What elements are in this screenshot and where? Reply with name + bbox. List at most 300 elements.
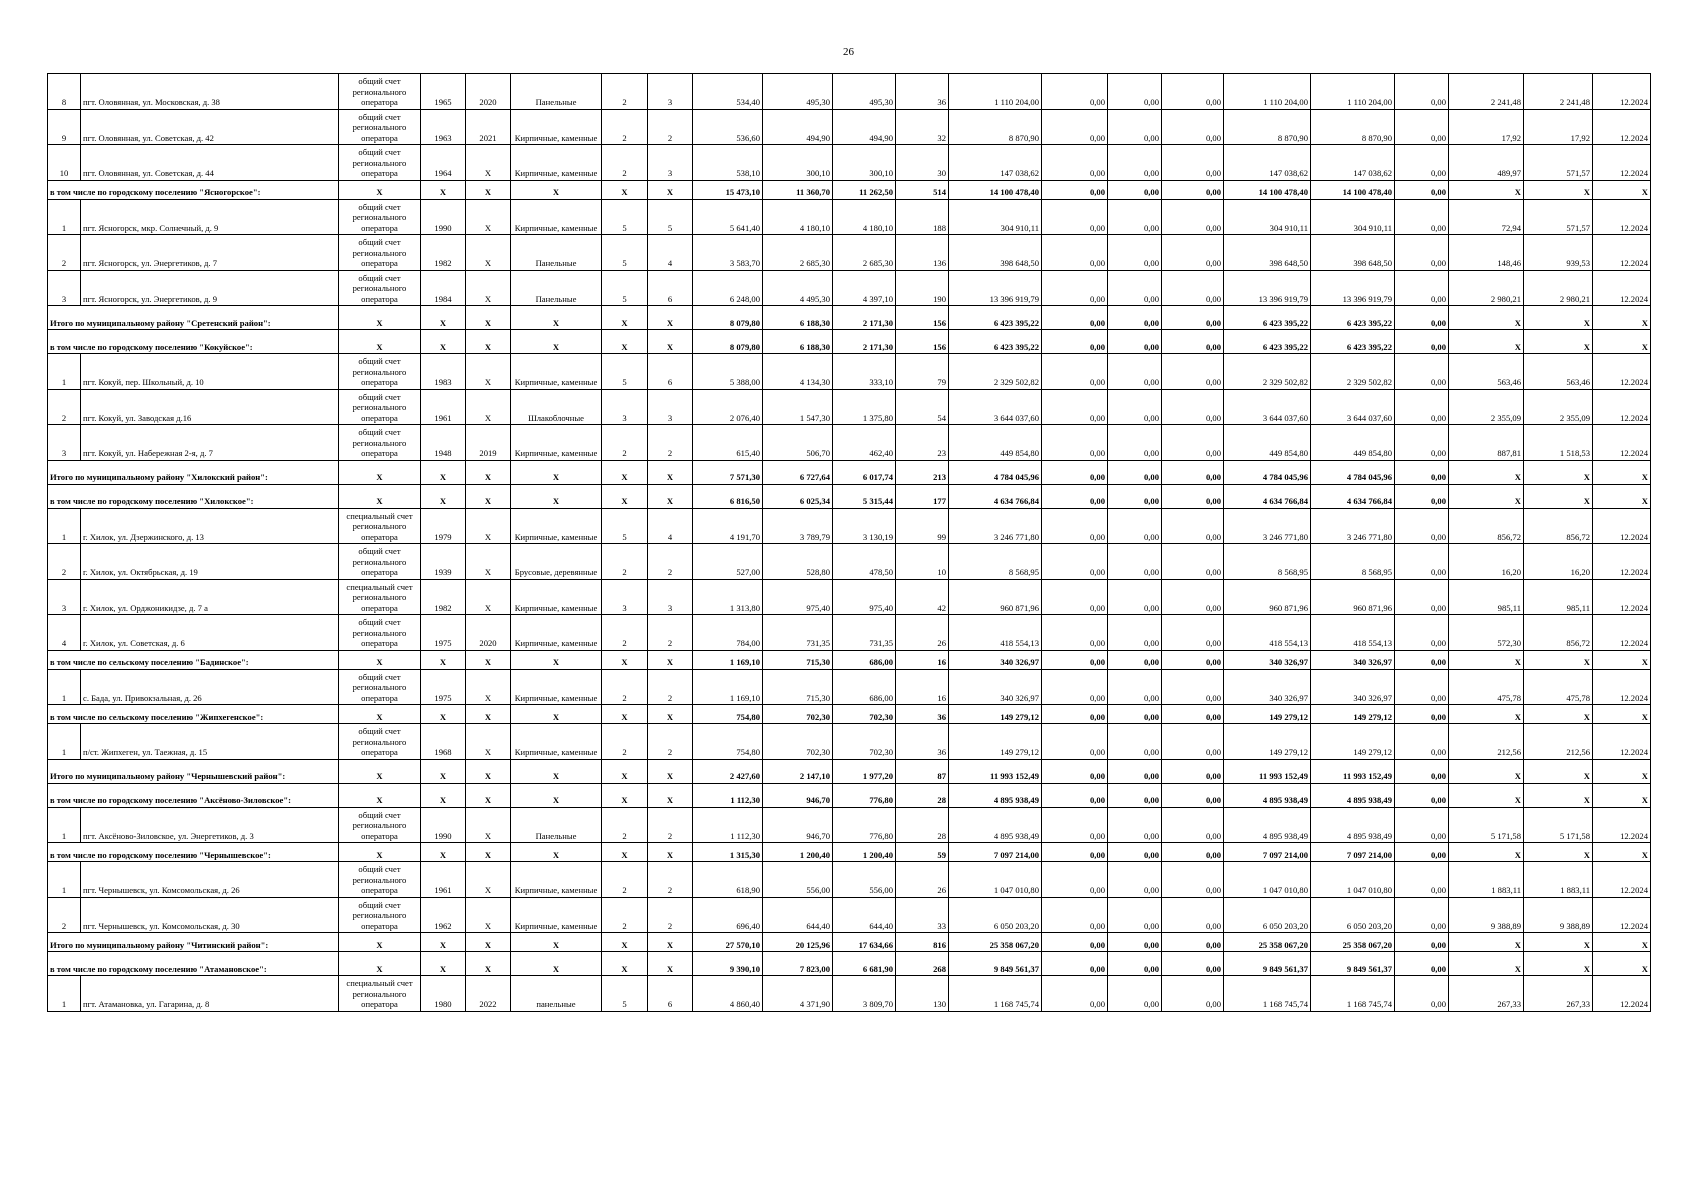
fund-local-cell: 0,00 <box>1162 669 1224 705</box>
floors-cell: 5 <box>602 235 648 271</box>
total-area-cell: 1 313,80 <box>693 579 763 615</box>
year-built-cell: 1980 <box>421 976 466 1012</box>
total-premises-area-cell: 975,40 <box>763 579 833 615</box>
year-last-repair-cell: X <box>466 270 511 306</box>
other-cost-cell: 0,00 <box>1395 544 1449 580</box>
account-type-cell: общий счет регионального оператора <box>339 199 421 235</box>
residents-count-cell: 28 <box>896 807 949 843</box>
row-number-cell: 2 <box>48 544 81 580</box>
total-area-cell: 5 388,00 <box>693 354 763 390</box>
fund-regional-cell: 0,00 <box>1108 74 1162 110</box>
cost-total-check-cell: 4 895 938,49 <box>1311 783 1395 807</box>
address-cell: пгт. Атамановка, ул. Гагарина, д. 8 <box>81 976 339 1012</box>
wall-material-cell: Кирпичные, каменные <box>511 425 602 461</box>
completion-date-cell: X <box>1593 306 1651 330</box>
total-cost-cell: 147 038,62 <box>949 145 1042 181</box>
fund-local-cell: 0,00 <box>1162 783 1224 807</box>
completion-date-cell: 12.2024 <box>1593 74 1651 110</box>
residents-count-cell: 36 <box>896 705 949 724</box>
wall-material-cell: X <box>511 650 602 669</box>
total-premises-area-cell: 946,70 <box>763 783 833 807</box>
fund-federal-cell: 0,00 <box>1042 270 1108 306</box>
year-built-cell: 1990 <box>421 199 466 235</box>
completion-date-cell: 12.2024 <box>1593 544 1651 580</box>
total-premises-area-cell: 702,30 <box>763 724 833 760</box>
fund-regional-cell: 0,00 <box>1108 199 1162 235</box>
account-type-cell: общий счет регионального оператора <box>339 389 421 425</box>
entrances-cell: 2 <box>648 425 693 461</box>
total-cost-cell: 9 849 561,37 <box>949 952 1042 976</box>
account-type-cell: общий счет регионального оператора <box>339 235 421 271</box>
fund-regional-cell: 0,00 <box>1108 976 1162 1012</box>
fund-federal-cell: 0,00 <box>1042 180 1108 199</box>
total-cost-cell: 149 279,12 <box>949 705 1042 724</box>
total-cost-cell: 418 554,13 <box>949 615 1042 651</box>
specific-cost-cell: 5 171,58 <box>1449 807 1524 843</box>
completion-date-cell: X <box>1593 705 1651 724</box>
subtotal-label: в том числе по сельскому поселению "Жипхегенское": <box>48 705 339 724</box>
total-premises-area-cell: 528,80 <box>763 544 833 580</box>
specific-cost-cell: 148,46 <box>1449 235 1524 271</box>
total-cost-cell: 11 993 152,49 <box>949 759 1042 783</box>
fund-local-cell: 0,00 <box>1162 235 1224 271</box>
house-row <box>48 976 1651 1012</box>
residents-count-cell: 42 <box>896 579 949 615</box>
residents-count-cell: 16 <box>896 650 949 669</box>
entrances-cell: 2 <box>648 615 693 651</box>
other-cost-cell: 0,00 <box>1395 74 1449 110</box>
house-row <box>48 544 1651 580</box>
fund-local-cell: 0,00 <box>1162 724 1224 760</box>
year-built-cell: 1975 <box>421 669 466 705</box>
row-number-cell: 1 <box>48 199 81 235</box>
other-cost-cell: 0,00 <box>1395 389 1449 425</box>
year-built-cell: 1961 <box>421 389 466 425</box>
fund-federal-cell: 0,00 <box>1042 976 1108 1012</box>
residential-area-cell: 776,80 <box>833 807 896 843</box>
specific-cost-cell: 72,94 <box>1449 199 1524 235</box>
fund-federal-cell: 0,00 <box>1042 425 1108 461</box>
year-built-cell: X <box>421 460 466 484</box>
house-row <box>48 270 1651 306</box>
fund-federal-cell: 0,00 <box>1042 669 1108 705</box>
house-row <box>48 807 1651 843</box>
specific-cost-cell: 9 388,89 <box>1449 897 1524 933</box>
total-premises-area-cell: 494,90 <box>763 109 833 145</box>
fund-federal-cell: 0,00 <box>1042 109 1108 145</box>
total-area-cell: 6 816,50 <box>693 484 763 508</box>
wall-material-cell: X <box>511 759 602 783</box>
total-premises-area-cell: 4 371,90 <box>763 976 833 1012</box>
specific-cost-cell: X <box>1449 306 1524 330</box>
fund-federal-cell: 0,00 <box>1042 705 1108 724</box>
completion-date-cell: 12.2024 <box>1593 199 1651 235</box>
wall-material-cell: Кирпичные, каменные <box>511 862 602 898</box>
row-number-cell: 3 <box>48 579 81 615</box>
residents-count-cell: 188 <box>896 199 949 235</box>
fund-owners-cell: 149 279,12 <box>1224 705 1311 724</box>
fund-regional-cell: 0,00 <box>1108 270 1162 306</box>
max-specific-cost-cell: X <box>1524 330 1593 354</box>
year-last-repair-cell: X <box>466 354 511 390</box>
cost-total-check-cell: 149 279,12 <box>1311 705 1395 724</box>
subtotal-label: в том числе по городскому поселению "Аксёново-Зиловское": <box>48 783 339 807</box>
total-premises-area-cell: 1 200,40 <box>763 843 833 862</box>
residential-area-cell: 1 375,80 <box>833 389 896 425</box>
total-cost-cell: 6 050 203,20 <box>949 897 1042 933</box>
fund-regional-cell: 0,00 <box>1108 933 1162 952</box>
subtotal-label: в том числе по городскому поселению "Атамановское": <box>48 952 339 976</box>
fund-owners-cell: 449 854,80 <box>1224 425 1311 461</box>
other-cost-cell: 0,00 <box>1395 354 1449 390</box>
specific-cost-cell: 17,92 <box>1449 109 1524 145</box>
year-last-repair-cell: X <box>466 460 511 484</box>
fund-federal-cell: 0,00 <box>1042 306 1108 330</box>
address-cell: пгт. Кокуй, пер. Школьный, д. 10 <box>81 354 339 390</box>
entrances-cell: X <box>648 705 693 724</box>
residents-count-cell: 156 <box>896 330 949 354</box>
floors-cell: 2 <box>602 862 648 898</box>
other-cost-cell: 0,00 <box>1395 807 1449 843</box>
fund-owners-cell: 6 050 203,20 <box>1224 897 1311 933</box>
year-built-cell: 1982 <box>421 579 466 615</box>
max-specific-cost-cell: 9 388,89 <box>1524 897 1593 933</box>
house-row <box>48 109 1651 145</box>
entrances-cell: 4 <box>648 508 693 544</box>
other-cost-cell: 0,00 <box>1395 650 1449 669</box>
wall-material-cell: Кирпичные, каменные <box>511 897 602 933</box>
fund-federal-cell: 0,00 <box>1042 862 1108 898</box>
specific-cost-cell: 2 355,09 <box>1449 389 1524 425</box>
residents-count-cell: 23 <box>896 425 949 461</box>
floors-cell: 5 <box>602 199 648 235</box>
fund-federal-cell: 0,00 <box>1042 460 1108 484</box>
specific-cost-cell: X <box>1449 759 1524 783</box>
year-last-repair-cell: 2020 <box>466 74 511 110</box>
subtotal-row <box>48 650 1651 669</box>
fund-federal-cell: 0,00 <box>1042 235 1108 271</box>
residents-count-cell: 26 <box>896 615 949 651</box>
entrances-cell: 5 <box>648 199 693 235</box>
account-type-cell: X <box>339 933 421 952</box>
subtotal-label: в том числе по городскому поселению "Кокуйское": <box>48 330 339 354</box>
other-cost-cell: 0,00 <box>1395 579 1449 615</box>
specific-cost-cell: 887,81 <box>1449 425 1524 461</box>
total-area-cell: 2 427,60 <box>693 759 763 783</box>
cost-total-check-cell: 398 648,50 <box>1311 235 1395 271</box>
row-number-cell: 1 <box>48 669 81 705</box>
completion-date-cell: X <box>1593 933 1651 952</box>
year-last-repair-cell: X <box>466 199 511 235</box>
account-type-cell: общий счет регионального оператора <box>339 425 421 461</box>
fund-owners-cell: 4 784 045,96 <box>1224 460 1311 484</box>
other-cost-cell: 0,00 <box>1395 235 1449 271</box>
max-specific-cost-cell: 2 355,09 <box>1524 389 1593 425</box>
fund-owners-cell: 1 110 204,00 <box>1224 74 1311 110</box>
floors-cell: 2 <box>602 669 648 705</box>
fund-federal-cell: 0,00 <box>1042 199 1108 235</box>
cost-total-check-cell: 147 038,62 <box>1311 145 1395 181</box>
cost-total-check-cell: 418 554,13 <box>1311 615 1395 651</box>
year-built-cell: X <box>421 650 466 669</box>
fund-owners-cell: 8 870,90 <box>1224 109 1311 145</box>
total-area-cell: 615,40 <box>693 425 763 461</box>
year-built-cell: X <box>421 180 466 199</box>
fund-regional-cell: 0,00 <box>1108 669 1162 705</box>
fund-local-cell: 0,00 <box>1162 74 1224 110</box>
total-cost-cell: 1 110 204,00 <box>949 74 1042 110</box>
fund-regional-cell: 0,00 <box>1108 952 1162 976</box>
account-type-cell: специальный счет регионального оператора <box>339 579 421 615</box>
max-specific-cost-cell: X <box>1524 783 1593 807</box>
total-premises-area-cell: 715,30 <box>763 669 833 705</box>
account-type-cell: общий счет регионального оператора <box>339 354 421 390</box>
house-row <box>48 724 1651 760</box>
fund-regional-cell: 0,00 <box>1108 783 1162 807</box>
fund-federal-cell: 0,00 <box>1042 579 1108 615</box>
house-row <box>48 354 1651 390</box>
year-last-repair-cell: X <box>466 650 511 669</box>
completion-date-cell: 12.2024 <box>1593 862 1651 898</box>
subtotal-row <box>48 783 1651 807</box>
year-last-repair-cell: X <box>466 933 511 952</box>
entrances-cell: 3 <box>648 74 693 110</box>
fund-federal-cell: 0,00 <box>1042 615 1108 651</box>
year-built-cell: X <box>421 952 466 976</box>
house-row <box>48 145 1651 181</box>
fund-local-cell: 0,00 <box>1162 460 1224 484</box>
floors-cell: 5 <box>602 976 648 1012</box>
total-area-cell: 618,90 <box>693 862 763 898</box>
total-cost-cell: 25 358 067,20 <box>949 933 1042 952</box>
wall-material-cell: Панельные <box>511 74 602 110</box>
completion-date-cell: 12.2024 <box>1593 579 1651 615</box>
wall-material-cell: X <box>511 843 602 862</box>
address-cell: г. Хилок, ул. Орджоникидзе, д. 7 а <box>81 579 339 615</box>
subtotal-label: Итого по муниципальному району "Чернышевский район": <box>48 759 339 783</box>
wall-material-cell: Панельные <box>511 270 602 306</box>
total-area-cell: 1 315,30 <box>693 843 763 862</box>
fund-local-cell: 0,00 <box>1162 579 1224 615</box>
subtotal-row <box>48 306 1651 330</box>
year-last-repair-cell: X <box>466 843 511 862</box>
fund-local-cell: 0,00 <box>1162 508 1224 544</box>
cost-total-check-cell: 4 895 938,49 <box>1311 807 1395 843</box>
fund-local-cell: 0,00 <box>1162 952 1224 976</box>
house-row <box>48 862 1651 898</box>
total-premises-area-cell: 7 823,00 <box>763 952 833 976</box>
floors-cell: 2 <box>602 145 648 181</box>
account-type-cell: X <box>339 843 421 862</box>
total-cost-cell: 6 423 395,22 <box>949 306 1042 330</box>
fund-local-cell: 0,00 <box>1162 843 1224 862</box>
residents-count-cell: 59 <box>896 843 949 862</box>
max-specific-cost-cell: 5 171,58 <box>1524 807 1593 843</box>
year-built-cell: 1962 <box>421 897 466 933</box>
completion-date-cell: 12.2024 <box>1593 897 1651 933</box>
max-specific-cost-cell: X <box>1524 759 1593 783</box>
year-built-cell: 1948 <box>421 425 466 461</box>
completion-date-cell: 12.2024 <box>1593 389 1651 425</box>
entrances-cell: X <box>648 484 693 508</box>
total-area-cell: 536,60 <box>693 109 763 145</box>
residential-area-cell: 300,10 <box>833 145 896 181</box>
account-type-cell: X <box>339 650 421 669</box>
year-built-cell: X <box>421 705 466 724</box>
fund-regional-cell: 0,00 <box>1108 544 1162 580</box>
cost-total-check-cell: 9 849 561,37 <box>1311 952 1395 976</box>
wall-material-cell: X <box>511 783 602 807</box>
account-type-cell: X <box>339 952 421 976</box>
other-cost-cell: 0,00 <box>1395 759 1449 783</box>
floors-cell: 5 <box>602 270 648 306</box>
max-specific-cost-cell: 17,92 <box>1524 109 1593 145</box>
entrances-cell: 3 <box>648 145 693 181</box>
max-specific-cost-cell: 1 883,11 <box>1524 862 1593 898</box>
residential-area-cell: 11 262,50 <box>833 180 896 199</box>
year-last-repair-cell: 2021 <box>466 109 511 145</box>
account-type-cell: общий счет регионального оператора <box>339 897 421 933</box>
floors-cell: X <box>602 759 648 783</box>
total-area-cell: 527,00 <box>693 544 763 580</box>
completion-date-cell: X <box>1593 330 1651 354</box>
completion-date-cell: 12.2024 <box>1593 976 1651 1012</box>
entrances-cell: 3 <box>648 389 693 425</box>
wall-material-cell: Кирпичные, каменные <box>511 579 602 615</box>
fund-federal-cell: 0,00 <box>1042 897 1108 933</box>
fund-regional-cell: 0,00 <box>1108 615 1162 651</box>
year-last-repair-cell: X <box>466 306 511 330</box>
row-number-cell: 1 <box>48 862 81 898</box>
residents-count-cell: 33 <box>896 897 949 933</box>
max-specific-cost-cell: X <box>1524 843 1593 862</box>
max-specific-cost-cell: X <box>1524 650 1593 669</box>
residential-area-cell: 333,10 <box>833 354 896 390</box>
fund-local-cell: 0,00 <box>1162 615 1224 651</box>
account-type-cell: X <box>339 783 421 807</box>
specific-cost-cell: 856,72 <box>1449 508 1524 544</box>
fund-local-cell: 0,00 <box>1162 306 1224 330</box>
other-cost-cell: 0,00 <box>1395 933 1449 952</box>
residents-count-cell: 26 <box>896 862 949 898</box>
fund-local-cell: 0,00 <box>1162 270 1224 306</box>
fund-owners-cell: 340 326,97 <box>1224 650 1311 669</box>
account-type-cell: специальный счет регионального оператора <box>339 976 421 1012</box>
row-number-cell: 1 <box>48 807 81 843</box>
year-last-repair-cell: X <box>466 484 511 508</box>
account-type-cell: общий счет регионального оператора <box>339 109 421 145</box>
fund-local-cell: 0,00 <box>1162 862 1224 898</box>
other-cost-cell: 0,00 <box>1395 460 1449 484</box>
total-cost-cell: 149 279,12 <box>949 724 1042 760</box>
fund-regional-cell: 0,00 <box>1108 330 1162 354</box>
specific-cost-cell: X <box>1449 783 1524 807</box>
fund-regional-cell: 0,00 <box>1108 508 1162 544</box>
account-type-cell: X <box>339 306 421 330</box>
residents-count-cell: 130 <box>896 976 949 1012</box>
cost-total-check-cell: 8 870,90 <box>1311 109 1395 145</box>
fund-federal-cell: 0,00 <box>1042 330 1108 354</box>
specific-cost-cell: X <box>1449 705 1524 724</box>
year-built-cell: 1982 <box>421 235 466 271</box>
fund-local-cell: 0,00 <box>1162 145 1224 181</box>
fund-local-cell: 0,00 <box>1162 180 1224 199</box>
total-cost-cell: 13 396 919,79 <box>949 270 1042 306</box>
cost-total-check-cell: 6 050 203,20 <box>1311 897 1395 933</box>
total-area-cell: 784,00 <box>693 615 763 651</box>
entrances-cell: 3 <box>648 579 693 615</box>
other-cost-cell: 0,00 <box>1395 484 1449 508</box>
entrances-cell: 6 <box>648 976 693 1012</box>
total-area-cell: 538,10 <box>693 145 763 181</box>
year-last-repair-cell: X <box>466 389 511 425</box>
total-cost-cell: 304 910,11 <box>949 199 1042 235</box>
total-premises-area-cell: 6 188,30 <box>763 330 833 354</box>
total-cost-cell: 8 870,90 <box>949 109 1042 145</box>
address-cell: пгт. Оловянная, ул. Московская, д. 38 <box>81 74 339 110</box>
total-cost-cell: 4 895 938,49 <box>949 807 1042 843</box>
total-premises-area-cell: 20 125,96 <box>763 933 833 952</box>
address-cell: г. Хилок, ул. Октябрьская, д. 19 <box>81 544 339 580</box>
house-row <box>48 74 1651 110</box>
row-number-cell: 2 <box>48 235 81 271</box>
year-built-cell: X <box>421 759 466 783</box>
residential-area-cell: 3 809,70 <box>833 976 896 1012</box>
other-cost-cell: 0,00 <box>1395 976 1449 1012</box>
house-row <box>48 897 1651 933</box>
fund-local-cell: 0,00 <box>1162 425 1224 461</box>
fund-federal-cell: 0,00 <box>1042 354 1108 390</box>
fund-federal-cell: 0,00 <box>1042 843 1108 862</box>
total-premises-area-cell: 946,70 <box>763 807 833 843</box>
entrances-cell: X <box>648 952 693 976</box>
entrances-cell: X <box>648 460 693 484</box>
account-type-cell: общий счет регионального оператора <box>339 724 421 760</box>
specific-cost-cell: 2 980,21 <box>1449 270 1524 306</box>
subtotal-label: в том числе по городскому поселению "Хилокское": <box>48 484 339 508</box>
residents-count-cell: 79 <box>896 354 949 390</box>
fund-owners-cell: 9 849 561,37 <box>1224 952 1311 976</box>
residents-count-cell: 213 <box>896 460 949 484</box>
floors-cell: 2 <box>602 425 648 461</box>
completion-date-cell: 12.2024 <box>1593 508 1651 544</box>
fund-local-cell: 0,00 <box>1162 330 1224 354</box>
total-premises-area-cell: 731,35 <box>763 615 833 651</box>
residents-count-cell: 32 <box>896 109 949 145</box>
subtotal-row <box>48 330 1651 354</box>
fund-owners-cell: 7 097 214,00 <box>1224 843 1311 862</box>
wall-material-cell: Кирпичные, каменные <box>511 199 602 235</box>
fund-federal-cell: 0,00 <box>1042 724 1108 760</box>
address-cell: пгт. Ясногорск, мкр. Солнечный, д. 9 <box>81 199 339 235</box>
total-cost-cell: 960 871,96 <box>949 579 1042 615</box>
program-table-wrapper <box>47 73 1651 1012</box>
total-cost-cell: 2 329 502,82 <box>949 354 1042 390</box>
fund-local-cell: 0,00 <box>1162 354 1224 390</box>
total-cost-cell: 340 326,97 <box>949 650 1042 669</box>
fund-local-cell: 0,00 <box>1162 759 1224 783</box>
fund-owners-cell: 8 568,95 <box>1224 544 1311 580</box>
residential-area-cell: 644,40 <box>833 897 896 933</box>
completion-date-cell: 12.2024 <box>1593 669 1651 705</box>
wall-material-cell: X <box>511 330 602 354</box>
house-row <box>48 389 1651 425</box>
entrances-cell: X <box>648 783 693 807</box>
max-specific-cost-cell: 856,72 <box>1524 615 1593 651</box>
fund-owners-cell: 398 648,50 <box>1224 235 1311 271</box>
max-specific-cost-cell: 2 980,21 <box>1524 270 1593 306</box>
floors-cell: X <box>602 484 648 508</box>
